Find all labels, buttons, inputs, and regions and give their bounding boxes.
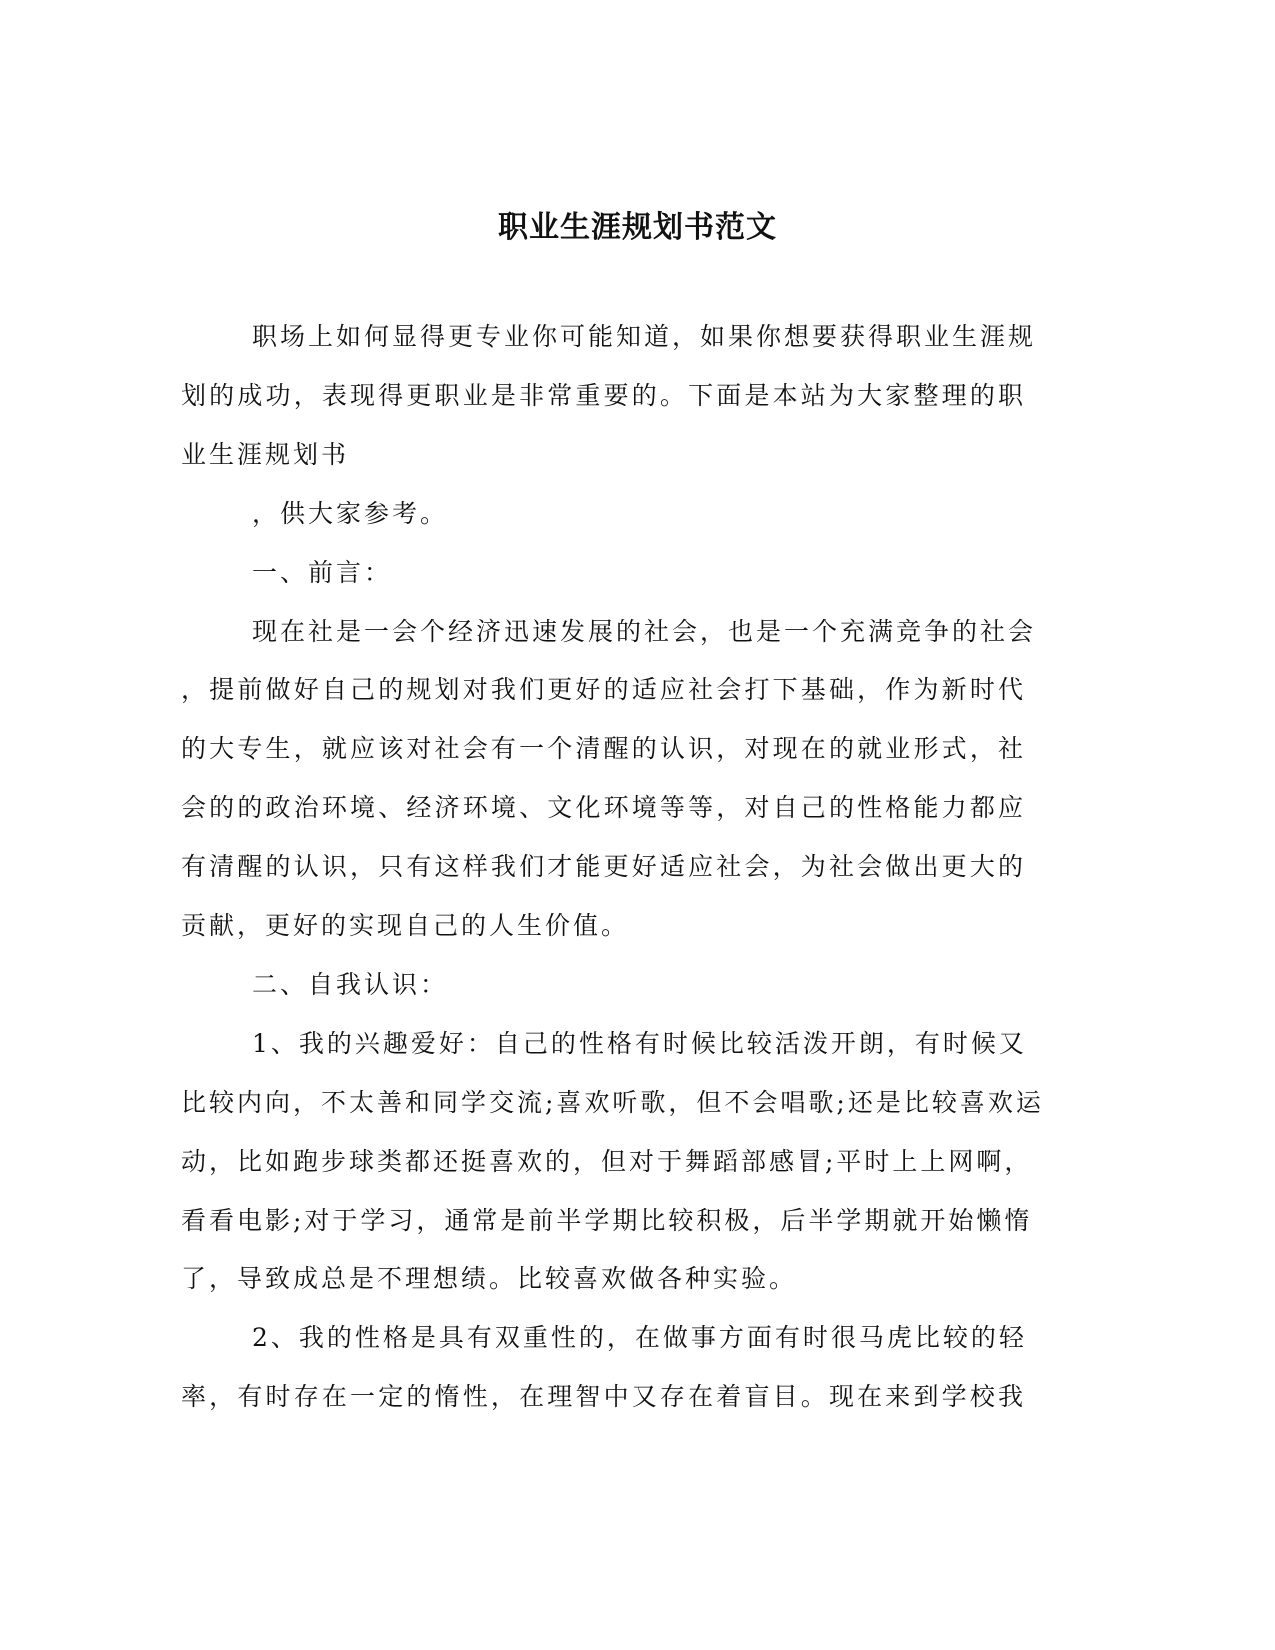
text-line: ，提前做好自己的规划对我们更好的适应社会打下基础，作为新时代	[181, 675, 1026, 705]
text-line: 划的成功，表现得更职业是非常重要的。下面是本站为大家整理的职	[181, 380, 1026, 410]
text-line: 动，比如跑步球类都还挺喜欢的，但对于舞蹈部感冒;平时上上网啊，	[181, 1146, 1033, 1176]
text-line: 了，导致成总是不理想绩。比较喜欢做各种实验。	[181, 1264, 798, 1294]
text-line: 看看电影;对于学习，通常是前半学期比较积极，后半学期就开始懒惰	[181, 1205, 1033, 1235]
text-line: 比较内向，不太善和同学交流;喜欢听歌，但不会唱歌;还是比较喜欢运	[181, 1087, 1044, 1117]
document-title: 职业生涯规划书范文	[498, 210, 777, 245]
text-line: 业生涯规划书	[181, 439, 350, 469]
text-line: 有清醒的认识，只有这样我们才能更好适应社会，为社会做出更大的	[181, 852, 1026, 882]
text-line: 率，有时存在一定的惰性，在理智中又存在着盲目。现在来到学校我	[181, 1382, 1026, 1412]
text-line: 职场上如何显得更专业你可能知道，如果你想要获得职业生涯规	[252, 322, 1037, 351]
text-line: 现在社是一会个经济迅速发展的社会，也是一个充满竞争的社会	[252, 616, 1037, 646]
text-line: 一、前言：	[252, 557, 393, 587]
text-line: 会的的政治环境、经济环境、文化环境等等，对自己的性格能力都应	[181, 793, 1026, 823]
text-line: 2、我的性格是具有双重性的，在做事方面有时很马虎比较的轻	[252, 1323, 1027, 1353]
text-line: 贡献，更好的实现自己的人生价值。	[181, 911, 630, 940]
text-line: 的大专生，就应该对社会有一个清醒的认识，对现在的就业形式，社	[181, 734, 1026, 764]
text-line: ，供大家参考。	[252, 498, 449, 528]
text-line: 二、自我认识：	[252, 969, 449, 999]
text-line: 1、我的兴趣爱好：自己的性格有时候比较活泼开朗，有时候又	[252, 1028, 1027, 1058]
